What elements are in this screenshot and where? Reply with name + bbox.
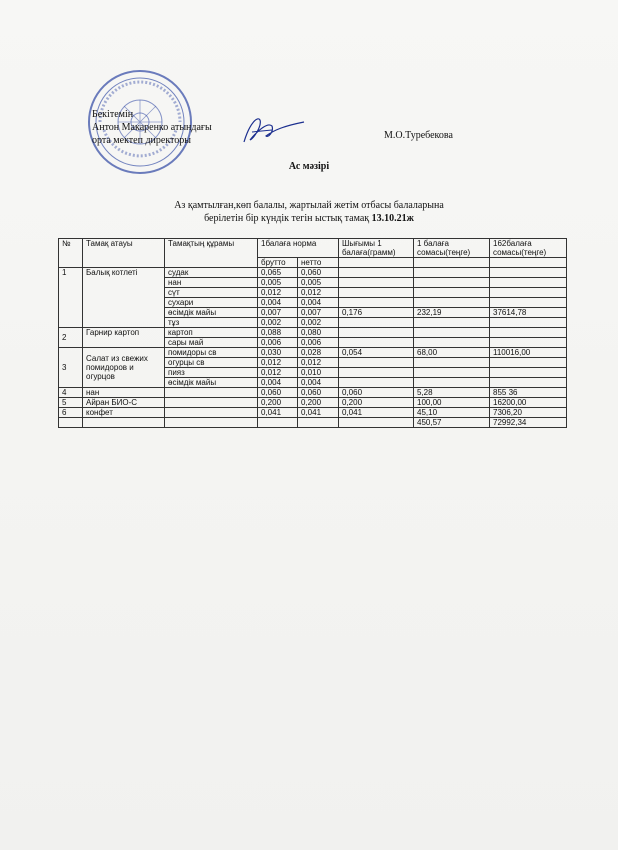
table-row: пияз 0,012 0,010: [59, 368, 567, 378]
header-composition: Тамақтың құрамы: [165, 239, 258, 268]
header-netto: нетто: [298, 258, 339, 268]
table-row: 5 Айран БИО-С 0,200 0,200 0,200 100,00 16200,00: [59, 398, 567, 408]
menu-date: 13.10.21ж: [371, 213, 414, 224]
total-cost-one: 450,57: [414, 418, 490, 428]
table-row: тұз 0,002 0,002: [59, 318, 567, 328]
table-row: 2 Гарнир картоп картоп 0,088 0,080: [59, 328, 567, 338]
header-cost-total: 162балаға сомасы(теңге): [490, 239, 567, 258]
approve-label: Бекітемін: [92, 109, 134, 120]
table-row: өсімдік майы 0,007 0,007 0,176 232,19 37614,78: [59, 308, 567, 318]
director-line: орта мектеп директоры: [92, 135, 192, 146]
header-name: Тамақ атауы: [83, 239, 165, 268]
signer-name: М.О.Туребекова: [384, 130, 453, 141]
subtitle-line1: Аз қамтылған,көп балалы, жартылай жетім отбасы балаларына: [174, 200, 444, 211]
table-row: сүт 0,012 0,012: [59, 288, 567, 298]
table-row: нан 0,005 0,005: [59, 278, 567, 288]
header-num: №: [59, 239, 83, 268]
school-line: Антон Макаренко атындағы: [92, 122, 212, 133]
handwritten-signature: [238, 112, 308, 148]
subtitle-line2: берілетін бір күндік тегін ыстық тамақ: [204, 213, 370, 224]
page-title: Ас мәзірі: [288, 161, 330, 172]
totals-row: [59, 418, 567, 428]
table-row: сары май 0,006 0,006: [59, 338, 567, 348]
header-brutto: брутто: [258, 258, 298, 268]
header-norm: 1балаға норма: [258, 239, 339, 258]
table-row: 3 Салат из свежих помидоров и огурцов помидоры св 0,030 0,028 0,054 68,00 110016,00: [59, 348, 567, 358]
table-header-row: [59, 239, 567, 258]
table-row: өсімдік майы 0,004 0,004: [59, 378, 567, 388]
table-row: 4 нан 0,060 0,060 0,060 5,28 855 36: [59, 388, 567, 398]
menu-table: [58, 238, 567, 428]
table-row: сухари 0,004 0,004: [59, 298, 567, 308]
table-row: 1 Балық котлеті судак 0,065 0,060: [59, 268, 567, 278]
table-row: 6 конфет 0,041 0,041 0,041 45,10 7306,20: [59, 408, 567, 418]
document-subtitle: [0, 199, 618, 225]
header-yield: Шығымы 1 балаға(грамм): [339, 239, 414, 258]
total-cost-all: 72992,34: [490, 418, 567, 428]
approval-block: [92, 108, 212, 147]
header-cost-one: 1 балаға сомасы(теңге): [414, 239, 490, 258]
table-row: огурцы св 0,012 0,012: [59, 358, 567, 368]
